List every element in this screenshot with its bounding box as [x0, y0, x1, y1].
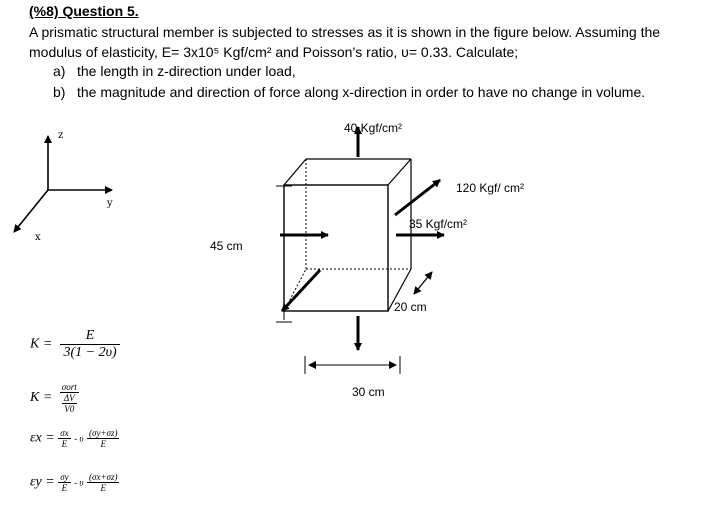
bulk-modulus-formula-1: [30, 328, 120, 361]
formula-denominator: E: [61, 483, 68, 493]
dimension-lines: [276, 186, 432, 374]
stress-top-label: 40 Kgf/cm²: [344, 121, 403, 135]
formula-numerator: E: [60, 328, 121, 345]
dimension-depth-label: 20 cm: [394, 300, 427, 314]
part-a-text: the length in z-direction under load,: [77, 63, 296, 79]
part-b-marker: b): [53, 84, 66, 100]
formula-denominator: E: [100, 439, 106, 449]
formula-denominator: E: [61, 439, 68, 449]
formula-denominator: E: [100, 483, 106, 493]
question-line-2: modulus of elasticity, E= 3x10⁵ Kgf/cm² and Poisson’s ratio, υ= 0.33. Calculate;: [29, 44, 519, 60]
formula-operator: - υ: [74, 477, 84, 488]
coordinate-axes: [14, 136, 112, 232]
strain-x-formula: [30, 428, 119, 449]
axis-z-label: z: [58, 130, 64, 141]
formula-numerator: (σy+σz): [89, 428, 118, 438]
axis-y-label: y: [107, 198, 113, 209]
stress-x-label: 35 Kgf/cm²: [409, 217, 468, 231]
formula-numerator: σx: [60, 428, 69, 438]
formula-lhs: K =: [30, 390, 53, 406]
question-heading: (%8) Question 5.: [29, 3, 139, 19]
formula-lhs: εy =: [30, 474, 55, 490]
formula-denominator-denominator: V0: [64, 404, 75, 414]
formula-denominator-numerator: ΔV: [63, 393, 75, 403]
formula-denominator: 3(1 − 2υ): [63, 345, 117, 360]
part-b-text: the magnitude and direction of force along x-direction in order to have no change in volume.: [77, 84, 646, 100]
dimension-width-label: 30 cm: [352, 385, 385, 399]
bulk-modulus-formula-2: [30, 382, 79, 414]
formula-operator: - υ: [74, 433, 84, 444]
stress-y-label: 120 Kgf/ cm²: [456, 181, 525, 195]
dimension-height-label: 45 cm: [210, 239, 243, 253]
formula-lhs: K =: [30, 336, 53, 352]
formula-numerator: (σx+σz): [89, 472, 118, 482]
left-diagonal-load-arrow: [282, 270, 320, 311]
question-line-1: A prismatic structural member is subjected to stresses as it is shown in the figure below. Assuming the: [29, 24, 661, 40]
formula-lhs: εx =: [30, 430, 55, 446]
axis-x-label: x: [35, 232, 41, 243]
formula-numerator: σy: [60, 472, 69, 482]
formula-numerator: σort: [61, 382, 77, 392]
right-load-arrow: [395, 180, 440, 215]
strain-y-formula: [30, 472, 119, 493]
part-a-marker: a): [53, 63, 66, 79]
x-axis-arrow: [14, 190, 48, 232]
